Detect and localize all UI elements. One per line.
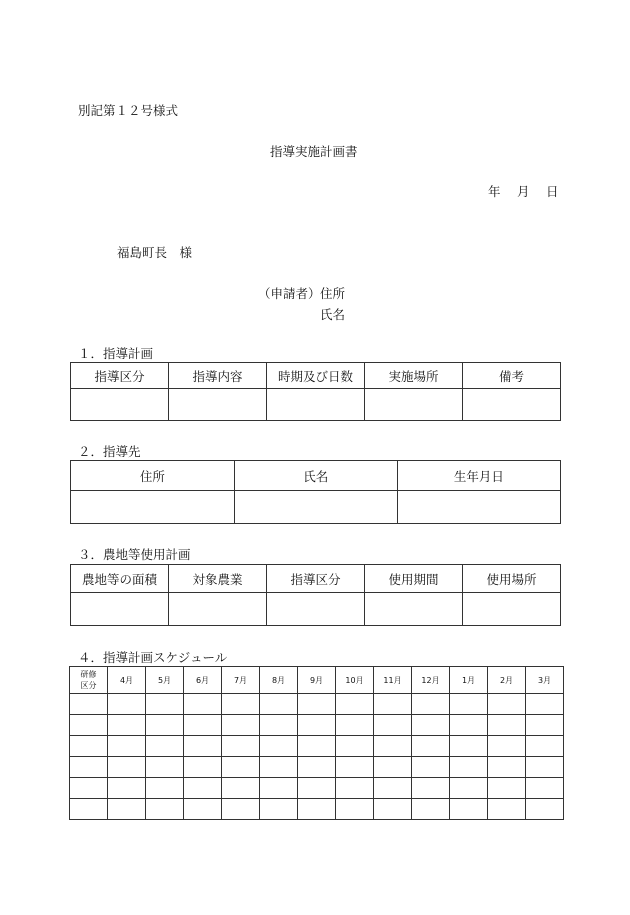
input-cell[interactable] — [260, 757, 298, 778]
input-cell[interactable] — [184, 736, 222, 757]
table-row — [70, 715, 564, 736]
input-cell[interactable] — [146, 799, 184, 820]
table-row — [70, 778, 564, 799]
land-col-header: 対象農業 — [169, 565, 267, 593]
input-cell[interactable] — [450, 778, 488, 799]
input-cell[interactable] — [412, 715, 450, 736]
table-row — [71, 389, 561, 421]
input-cell[interactable] — [412, 694, 450, 715]
input-cell[interactable] — [450, 694, 488, 715]
target-col-header: 住所 — [71, 461, 235, 491]
form-number: 別記第１２号様式 — [78, 103, 179, 118]
input-cell[interactable] — [71, 389, 169, 421]
input-cell[interactable] — [526, 778, 564, 799]
land-col-header: 使用期間 — [365, 565, 463, 593]
input-cell[interactable] — [298, 715, 336, 736]
input-cell[interactable] — [298, 736, 336, 757]
input-cell[interactable] — [260, 778, 298, 799]
target-col-header: 氏名 — [234, 461, 397, 491]
input-cell[interactable] — [222, 715, 260, 736]
plan-col-header: 指導内容 — [169, 363, 267, 389]
table-row — [71, 491, 561, 524]
schedule-table — [69, 666, 564, 820]
input-cell[interactable] — [365, 593, 463, 626]
input-cell[interactable] — [222, 694, 260, 715]
input-cell[interactable] — [184, 694, 222, 715]
month-header: 10月 — [336, 667, 374, 694]
input-cell[interactable] — [450, 799, 488, 820]
input-cell[interactable] — [298, 757, 336, 778]
month-header: 2月 — [488, 667, 526, 694]
input-cell[interactable] — [169, 389, 267, 421]
input-cell[interactable] — [267, 593, 365, 626]
input-cell[interactable] — [374, 715, 412, 736]
input-cell[interactable] — [222, 736, 260, 757]
table-row — [70, 694, 564, 715]
land-col-header: 指導区分 — [267, 565, 365, 593]
input-cell[interactable] — [450, 715, 488, 736]
applicant-address-label: 住所 — [320, 286, 346, 301]
input-cell[interactable] — [488, 694, 526, 715]
input-cell[interactable] — [146, 757, 184, 778]
input-cell[interactable] — [70, 757, 108, 778]
input-cell[interactable] — [260, 694, 298, 715]
input-cell[interactable] — [169, 593, 267, 626]
input-cell[interactable] — [70, 694, 108, 715]
input-cell[interactable] — [184, 757, 222, 778]
schedule-corner-line1: 研修 — [80, 670, 97, 679]
input-cell[interactable] — [108, 799, 146, 820]
input-cell[interactable] — [450, 736, 488, 757]
date-line: 年 月 日 — [488, 184, 561, 199]
month-header: 1月 — [450, 667, 488, 694]
input-cell[interactable] — [336, 694, 374, 715]
input-cell[interactable] — [488, 715, 526, 736]
input-cell[interactable] — [184, 799, 222, 820]
input-cell[interactable] — [463, 389, 561, 421]
input-cell[interactable] — [108, 778, 146, 799]
input-cell[interactable] — [222, 757, 260, 778]
input-cell[interactable] — [488, 799, 526, 820]
input-cell[interactable] — [222, 799, 260, 820]
input-cell[interactable] — [374, 694, 412, 715]
input-cell[interactable] — [298, 799, 336, 820]
schedule-corner-line2: 区分 — [80, 681, 97, 690]
input-cell[interactable] — [336, 757, 374, 778]
input-cell[interactable] — [336, 799, 374, 820]
input-cell[interactable] — [526, 757, 564, 778]
input-cell[interactable] — [70, 799, 108, 820]
month-header: 11月 — [374, 667, 412, 694]
input-cell[interactable] — [70, 736, 108, 757]
input-cell[interactable] — [374, 778, 412, 799]
input-cell[interactable] — [526, 799, 564, 820]
input-cell[interactable] — [374, 757, 412, 778]
applicant-name-label: 氏名 — [320, 307, 346, 322]
land-col-header: 農地等の面積 — [71, 565, 169, 593]
input-cell[interactable] — [412, 757, 450, 778]
land-table — [70, 564, 561, 626]
input-cell[interactable] — [70, 778, 108, 799]
input-cell[interactable] — [184, 778, 222, 799]
month-header: 9月 — [298, 667, 336, 694]
section-target-heading: ２．指導先 — [78, 444, 141, 459]
input-cell[interactable] — [463, 593, 561, 626]
document-title: 指導実施計画書 — [270, 144, 358, 159]
input-cell[interactable] — [526, 736, 564, 757]
month-header: 8月 — [260, 667, 298, 694]
input-cell[interactable] — [374, 736, 412, 757]
input-cell[interactable] — [365, 389, 463, 421]
month-header: 6月 — [184, 667, 222, 694]
input-cell[interactable] — [108, 694, 146, 715]
month-header: 4月 — [108, 667, 146, 694]
land-col-header: 使用場所 — [463, 565, 561, 593]
input-cell[interactable] — [71, 491, 235, 524]
month-header: 3月 — [526, 667, 564, 694]
input-cell[interactable] — [70, 715, 108, 736]
input-cell[interactable] — [488, 778, 526, 799]
schedule-corner-header — [70, 667, 108, 694]
month-header: 5月 — [146, 667, 184, 694]
table-row — [71, 593, 561, 626]
input-cell[interactable] — [298, 694, 336, 715]
applicant-label: （申請者） — [258, 286, 321, 301]
section-land-heading: ３．農地等使用計画 — [78, 547, 191, 562]
input-cell[interactable] — [412, 736, 450, 757]
input-cell[interactable] — [71, 593, 169, 626]
input-cell[interactable] — [184, 715, 222, 736]
input-cell[interactable] — [146, 736, 184, 757]
input-cell[interactable] — [412, 799, 450, 820]
plan-col-header: 備考 — [463, 363, 561, 389]
input-cell[interactable] — [234, 491, 397, 524]
input-cell[interactable] — [222, 778, 260, 799]
input-cell[interactable] — [260, 736, 298, 757]
plan-col-header: 指導区分 — [71, 363, 169, 389]
table-row — [70, 736, 564, 757]
input-cell[interactable] — [450, 757, 488, 778]
input-cell[interactable] — [336, 778, 374, 799]
input-cell[interactable] — [397, 491, 560, 524]
input-cell[interactable] — [488, 736, 526, 757]
input-cell[interactable] — [146, 778, 184, 799]
input-cell[interactable] — [336, 715, 374, 736]
input-cell[interactable] — [108, 715, 146, 736]
table-row — [70, 757, 564, 778]
input-cell[interactable] — [260, 715, 298, 736]
target-table — [70, 460, 561, 524]
plan-table — [70, 362, 561, 421]
target-col-header: 生年月日 — [397, 461, 560, 491]
month-header: 12月 — [412, 667, 450, 694]
addressee: 福島町長 様 — [117, 245, 193, 260]
input-cell[interactable] — [374, 799, 412, 820]
month-header: 7月 — [222, 667, 260, 694]
input-cell[interactable] — [108, 757, 146, 778]
plan-col-header: 時期及び日数 — [267, 363, 365, 389]
input-cell[interactable] — [336, 736, 374, 757]
input-cell[interactable] — [267, 389, 365, 421]
section-schedule-heading: ４．指導計画スケジュール — [78, 650, 228, 665]
input-cell[interactable] — [108, 736, 146, 757]
input-cell[interactable] — [526, 715, 564, 736]
input-cell[interactable] — [260, 799, 298, 820]
input-cell[interactable] — [146, 715, 184, 736]
input-cell[interactable] — [526, 694, 564, 715]
input-cell[interactable] — [488, 757, 526, 778]
input-cell[interactable] — [412, 778, 450, 799]
plan-col-header: 実施場所 — [365, 363, 463, 389]
table-row — [70, 799, 564, 820]
section-plan-heading: １．指導計画 — [78, 346, 154, 361]
input-cell[interactable] — [146, 694, 184, 715]
input-cell[interactable] — [298, 778, 336, 799]
